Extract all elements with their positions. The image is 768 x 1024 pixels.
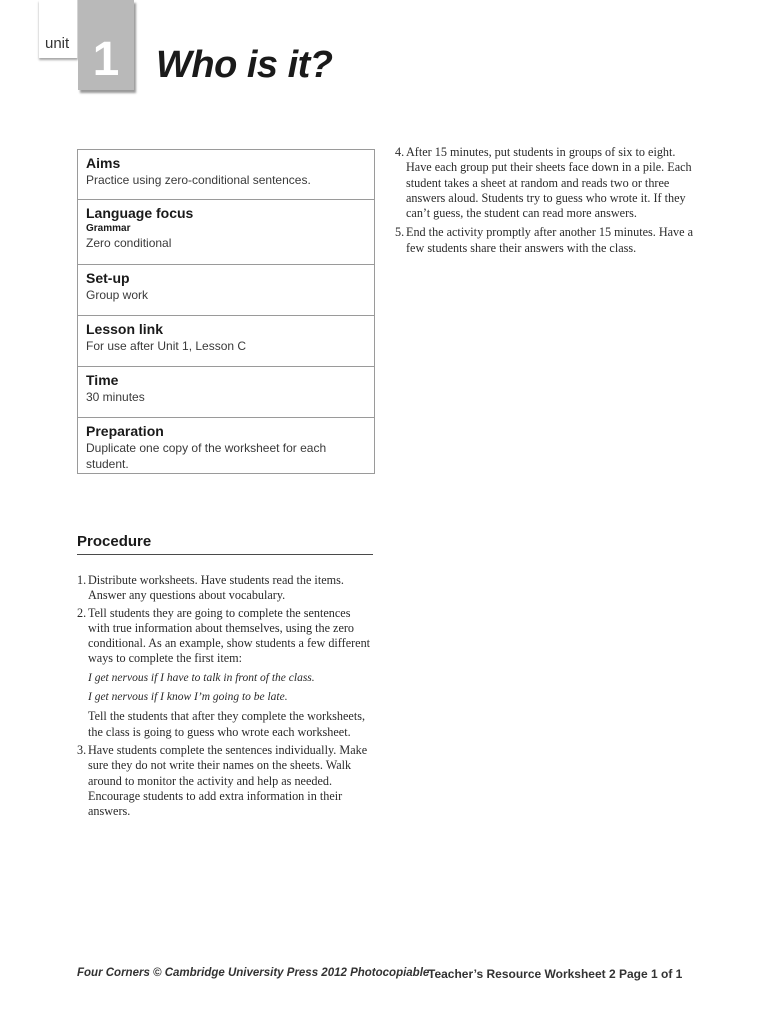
example-sentence: I get nervous if I have to talk in front of the class. bbox=[88, 671, 315, 684]
step-text: Have students complete the sentences individually. Make sure they do not write their names on the sheets. Walk around to monitor the activity and help as needed. Encourage students to add extra information in their answers. bbox=[88, 742, 368, 819]
example-sentence: I get nervous if I know I’m going to be late. bbox=[88, 691, 288, 704]
time-section bbox=[78, 367, 374, 418]
lesson-link-text: For use after Unit 1, Lesson C bbox=[86, 339, 247, 353]
procedure-step bbox=[395, 225, 695, 256]
procedure-step bbox=[77, 743, 375, 819]
language-focus-text: Zero conditional bbox=[86, 236, 172, 250]
step-continuation: Tell the students that after they complete the worksheets, the class is going to guess who wrote each worksheet. bbox=[88, 709, 366, 739]
lesson-info-box bbox=[77, 149, 375, 474]
procedure-step bbox=[395, 145, 695, 221]
lesson-link-heading: Lesson link bbox=[86, 321, 164, 337]
time-heading: Time bbox=[86, 372, 119, 388]
language-focus-heading: Language focus bbox=[86, 205, 194, 221]
lesson-link-section bbox=[78, 316, 374, 367]
preparation-section bbox=[78, 418, 374, 473]
setup-section bbox=[78, 265, 374, 316]
aims-section bbox=[78, 150, 374, 200]
step-text: Distribute worksheets. Have students read the items. Answer any questions about vocabulary. bbox=[88, 573, 344, 603]
preparation-heading: Preparation bbox=[86, 423, 164, 439]
aims-heading: Aims bbox=[86, 155, 121, 171]
preparation-text: Duplicate one copy of the worksheet for each student. bbox=[86, 441, 327, 471]
step-text: End the activity promptly after another 15 minutes. Have a few students share their answers with the class. bbox=[406, 225, 693, 255]
time-text: 30 minutes bbox=[86, 390, 145, 404]
footer-copyright: Four Corners © Cambridge University Press 2012 Photocopiable bbox=[77, 967, 430, 979]
procedure-left-column bbox=[77, 573, 375, 821]
step-number: 1. bbox=[77, 573, 87, 587]
aims-text: Practice using zero-conditional sentences. bbox=[86, 173, 311, 187]
step-number: 2. bbox=[77, 605, 87, 620]
setup-heading: Set-up bbox=[86, 270, 130, 286]
procedure-heading: Procedure bbox=[77, 533, 373, 555]
procedure-right-column bbox=[395, 145, 695, 258]
language-focus-section bbox=[78, 200, 374, 265]
footer-page-info: Teacher’s Resource Worksheet 2 Page 1 of 1 bbox=[428, 967, 683, 981]
unit-number: 1 bbox=[92, 33, 120, 86]
unit-label: unit bbox=[45, 35, 70, 52]
procedure-step bbox=[77, 606, 375, 667]
page-title: Who is it? bbox=[156, 44, 333, 86]
step-number: 5. bbox=[395, 225, 405, 240]
step-number: 4. bbox=[395, 145, 405, 159]
procedure-step bbox=[77, 573, 375, 604]
step-text: After 15 minutes, put students in groups of six to eight. Have each group put their sheets face down in a pile. Each student takes a sheet at random and reads two or three answers aloud. Students try to guess who wrote it. If they can’t guess, the student can read more answers. bbox=[406, 145, 692, 221]
step-text: Tell students they are going to complete the sentences with true information about themselves, using the zero conditional. As an example, show students a few different ways to complete the first item: bbox=[88, 605, 371, 666]
language-focus-subheading: Grammar bbox=[86, 223, 131, 234]
step-number: 3. bbox=[77, 742, 87, 757]
setup-text: Group work bbox=[86, 288, 149, 302]
